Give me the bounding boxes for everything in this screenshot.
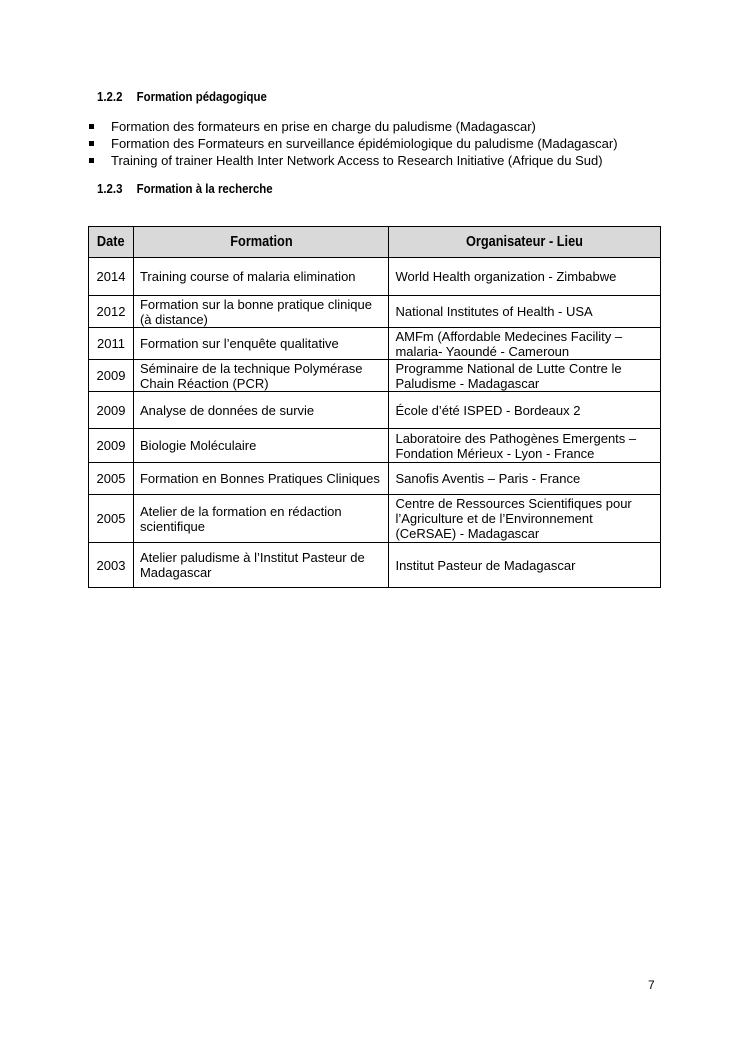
bullet-text: Formation des Formateurs en surveillance épidémiologique du paludisme (Madagascar) bbox=[111, 136, 618, 151]
section-heading-formation-recherche bbox=[97, 181, 273, 196]
bullet-text: Formation des formateurs en prise en charge du paludisme (Madagascar) bbox=[111, 119, 536, 134]
cell-date: 2005 bbox=[89, 495, 134, 543]
cell-formation: Training course of malaria elimination bbox=[133, 258, 389, 296]
table-row bbox=[89, 258, 661, 296]
square-bullet-icon bbox=[89, 124, 94, 129]
cell-organisateur: Centre de Ressources Scientifiques pour l’Agriculture et de l’Environnement (CeRSAE) - Madagascar bbox=[389, 495, 661, 543]
header-formation: Formation bbox=[133, 227, 389, 258]
square-bullet-icon bbox=[89, 158, 94, 163]
cell-formation: Biologie Moléculaire bbox=[133, 429, 389, 463]
cell-formation: Atelier de la formation en rédaction scientifique bbox=[133, 495, 389, 543]
table-row bbox=[89, 360, 661, 392]
cell-date: 2009 bbox=[89, 429, 134, 463]
bullet-text: Training of trainer Health Inter Network Access to Research Initiative (Afrique du Sud) bbox=[111, 153, 603, 168]
section-number: 1.2.3 bbox=[97, 181, 123, 196]
table-header-row bbox=[89, 227, 661, 258]
cell-formation: Formation sur la bonne pratique clinique (à distance) bbox=[133, 296, 389, 328]
cell-organisateur: École d’été ISPED - Bordeaux 2 bbox=[389, 392, 661, 429]
table-row bbox=[89, 543, 661, 588]
cell-date: 2005 bbox=[89, 463, 134, 495]
cell-date: 2014 bbox=[89, 258, 134, 296]
cell-formation: Séminaire de la technique Polymérase Chain Réaction (PCR) bbox=[133, 360, 389, 392]
table-row bbox=[89, 495, 661, 543]
section-number: 1.2.2 bbox=[97, 89, 123, 104]
cell-date: 2003 bbox=[89, 543, 134, 588]
page-number: 7 bbox=[648, 978, 655, 992]
cell-organisateur: Institut Pasteur de Madagascar bbox=[389, 543, 661, 588]
cell-organisateur: National Institutes of Health - USA bbox=[389, 296, 661, 328]
section-title: Formation pédagogique bbox=[136, 89, 267, 104]
bullet-item bbox=[88, 135, 618, 152]
table-row bbox=[89, 463, 661, 495]
cell-organisateur: Laboratoire des Pathogènes Emergents – Fondation Mérieux - Lyon - France bbox=[389, 429, 661, 463]
cell-date: 2012 bbox=[89, 296, 134, 328]
cell-organisateur: World Health organization - Zimbabwe bbox=[389, 258, 661, 296]
table-row bbox=[89, 296, 661, 328]
cell-organisateur: Programme National de Lutte Contre le Paludisme - Madagascar bbox=[389, 360, 661, 392]
cell-date: 2009 bbox=[89, 392, 134, 429]
formation-table bbox=[88, 226, 661, 588]
header-organisateur: Organisateur - Lieu bbox=[389, 227, 661, 258]
section-title: Formation à la recherche bbox=[136, 181, 273, 196]
table-row bbox=[89, 429, 661, 463]
table-row bbox=[89, 328, 661, 360]
cell-formation: Formation sur l’enquête qualitative bbox=[133, 328, 389, 360]
bullet-item bbox=[88, 118, 618, 135]
cell-organisateur: AMFm (Affordable Medecines Facility – malaria- Yaoundé - Cameroun bbox=[389, 328, 661, 360]
cell-organisateur: Sanofis Aventis – Paris - France bbox=[389, 463, 661, 495]
cell-date: 2011 bbox=[89, 328, 134, 360]
header-date: Date bbox=[89, 227, 134, 258]
cell-formation: Analyse de données de survie bbox=[133, 392, 389, 429]
table-row bbox=[89, 392, 661, 429]
cell-date: 2009 bbox=[89, 360, 134, 392]
square-bullet-icon bbox=[89, 141, 94, 146]
bullet-list bbox=[88, 118, 618, 169]
cell-formation: Formation en Bonnes Pratiques Cliniques bbox=[133, 463, 389, 495]
cell-formation: Atelier paludisme à l’Institut Pasteur de Madagascar bbox=[133, 543, 389, 588]
section-heading-formation-pedagogique bbox=[97, 89, 267, 104]
bullet-item bbox=[88, 152, 618, 169]
